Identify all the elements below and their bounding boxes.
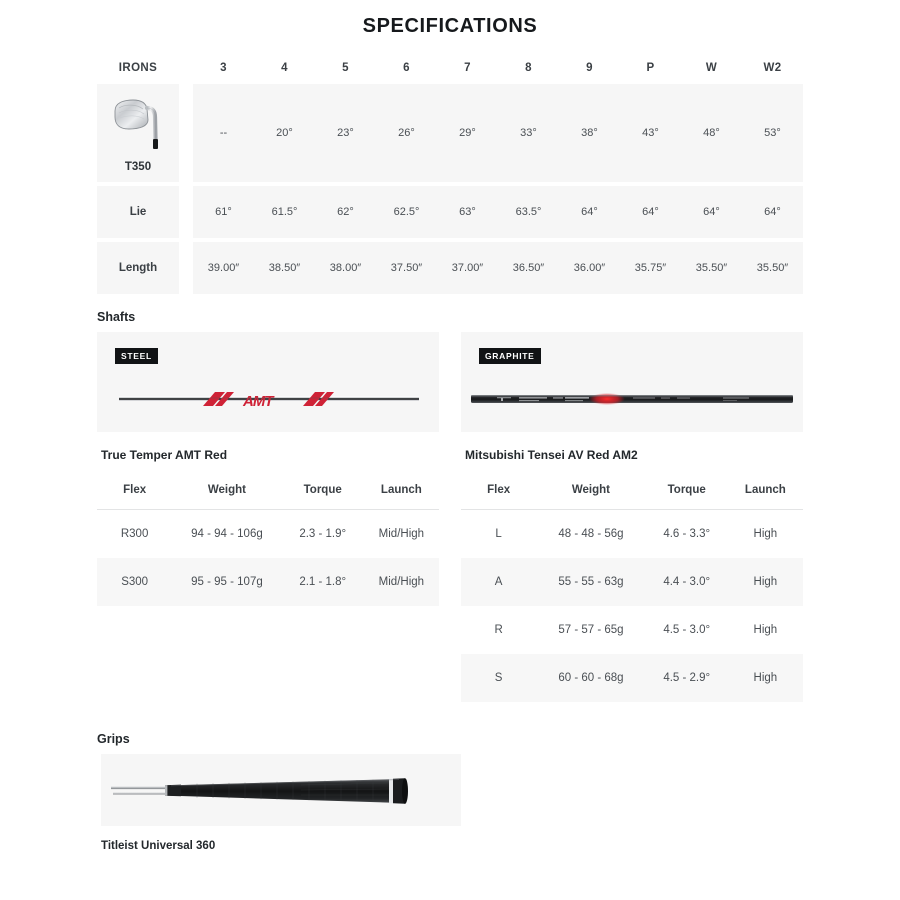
lie-value: 61.5° bbox=[271, 206, 298, 218]
loft-value: 29° bbox=[459, 127, 476, 139]
lie-value: 62° bbox=[337, 206, 354, 218]
lie-value: 64° bbox=[642, 206, 659, 218]
grips-section-title: Grips bbox=[97, 732, 130, 746]
cell-torque: 2.3 - 1.9° bbox=[299, 528, 347, 540]
specs-column-header: 4 bbox=[281, 62, 288, 74]
specs-header-row bbox=[97, 52, 803, 84]
cell-flex: S300 bbox=[97, 558, 172, 606]
product-name: T350 bbox=[124, 161, 152, 173]
cell-launch: Mid/High bbox=[364, 558, 439, 606]
specs-row-gap bbox=[179, 84, 193, 182]
length-value: 38.00″ bbox=[329, 262, 362, 274]
loft-values bbox=[193, 84, 803, 182]
table-row bbox=[461, 558, 803, 606]
cell-launch: Mid/High bbox=[378, 528, 425, 540]
specs-column-header: W bbox=[705, 62, 718, 74]
length-value: 35.50″ bbox=[695, 262, 728, 274]
lie-value: 63° bbox=[459, 206, 476, 218]
steel-badge: STEEL bbox=[115, 348, 158, 364]
cell-weight: 55 - 55 - 63g bbox=[536, 558, 645, 606]
cell-weight: 94 - 94 - 106g bbox=[191, 528, 263, 540]
length-value: 39.00″ bbox=[207, 262, 240, 274]
cell-weight: 57 - 57 - 65g bbox=[558, 624, 624, 636]
graphite-shaft-name: Mitsubishi Tensei AV Red AM2 bbox=[465, 448, 638, 462]
cell-launch: High bbox=[753, 528, 778, 540]
cell-torque: 4.6 - 3.3° bbox=[663, 528, 711, 540]
table-header-row bbox=[97, 472, 439, 510]
shaft-graphite-panel bbox=[461, 332, 803, 432]
lie-value: 61° bbox=[215, 206, 232, 218]
iron-head-icon bbox=[109, 93, 167, 155]
cell-weight: 60 - 60 - 68g bbox=[536, 654, 645, 702]
loft-value: -- bbox=[219, 127, 228, 139]
svg-text:AMT: AMT bbox=[243, 393, 273, 410]
lie-value: 64° bbox=[581, 206, 598, 218]
length-value: 36.00″ bbox=[573, 262, 606, 274]
cell-torque: 4.5 - 2.9° bbox=[646, 654, 728, 702]
graphite-shaft-table bbox=[461, 472, 803, 702]
loft-value: 43° bbox=[642, 127, 659, 139]
lie-values bbox=[193, 186, 803, 238]
cell-torque: 4.4 - 3.0° bbox=[646, 558, 728, 606]
cell-flex: R300 bbox=[120, 528, 149, 540]
steel-shaft-table bbox=[97, 472, 439, 606]
cell-launch: High bbox=[728, 654, 803, 702]
specs-column-header: 7 bbox=[464, 62, 471, 74]
golf-grip-icon bbox=[101, 754, 461, 826]
loft-value: 53° bbox=[764, 127, 781, 139]
length-value: 37.50″ bbox=[390, 262, 423, 274]
shafts-columns bbox=[97, 332, 803, 702]
shafts-section-title: Shafts bbox=[97, 310, 136, 324]
steel-shaft-name: True Temper AMT Red bbox=[101, 448, 228, 462]
specs-column-header: 5 bbox=[342, 62, 349, 74]
specs-column-headers bbox=[193, 62, 803, 74]
shafts-section bbox=[97, 310, 803, 324]
column-header-weight: Weight bbox=[536, 472, 645, 510]
column-header-launch: Launch bbox=[728, 472, 803, 510]
length-value: 38.50″ bbox=[268, 262, 301, 274]
length-value: 36.50″ bbox=[512, 262, 545, 274]
specs-column-header: P bbox=[646, 62, 655, 74]
cell-flex: A bbox=[461, 558, 536, 606]
cell-flex: L bbox=[495, 528, 502, 540]
loft-value: 33° bbox=[520, 127, 537, 139]
column-header-flex: Flex bbox=[461, 472, 536, 510]
grips-section bbox=[97, 732, 803, 852]
table-row bbox=[97, 558, 439, 606]
shaft-steel-column bbox=[97, 332, 439, 702]
column-header-torque: Torque bbox=[282, 472, 364, 510]
cell-flex: S bbox=[461, 654, 536, 702]
specs-column-header: 6 bbox=[403, 62, 410, 74]
specs-label-header: IRONS bbox=[118, 62, 158, 74]
length-value: 35.50″ bbox=[756, 262, 789, 274]
lie-value: 62.5° bbox=[393, 206, 420, 218]
lie-value: 64° bbox=[703, 206, 720, 218]
shaft-graphite-column bbox=[461, 332, 803, 702]
specs-row-length bbox=[97, 242, 803, 294]
table-header-row bbox=[461, 472, 803, 510]
table-row bbox=[461, 606, 803, 654]
row-label-length: Length bbox=[97, 242, 179, 294]
cell-flex: R bbox=[494, 624, 503, 636]
length-value: 35.75″ bbox=[634, 262, 667, 274]
loft-value: 38° bbox=[581, 127, 598, 139]
page-title: SPECIFICATIONS bbox=[362, 15, 538, 37]
grip-panel bbox=[101, 754, 461, 826]
column-header-flex: Flex bbox=[97, 472, 172, 510]
loft-value: 23° bbox=[337, 127, 354, 139]
steel-shaft-icon bbox=[97, 384, 439, 414]
product-cell bbox=[97, 84, 179, 182]
cell-torque: 4.5 - 3.0° bbox=[663, 624, 711, 636]
loft-value: 48° bbox=[703, 127, 720, 139]
specs-column-header: 8 bbox=[525, 62, 532, 74]
column-header-torque: Torque bbox=[646, 472, 728, 510]
loft-value: 20° bbox=[276, 127, 293, 139]
shaft-steel-panel bbox=[97, 332, 439, 432]
cell-weight: 95 - 95 - 107g bbox=[172, 558, 281, 606]
cell-weight: 48 - 48 - 56g bbox=[558, 528, 624, 540]
lie-value: 63.5° bbox=[515, 206, 542, 218]
length-values bbox=[193, 242, 803, 294]
specs-column-header: W2 bbox=[763, 62, 782, 74]
table-row bbox=[97, 510, 439, 559]
table-row bbox=[461, 510, 803, 559]
specs-row-loft bbox=[97, 84, 803, 182]
column-header-launch: Launch bbox=[364, 472, 439, 510]
grip-name: Titleist Universal 360 bbox=[101, 840, 216, 852]
loft-value: 26° bbox=[398, 127, 415, 139]
cell-launch: High bbox=[753, 624, 778, 636]
specs-column-header: 9 bbox=[586, 62, 593, 74]
specs-row-gap bbox=[179, 186, 193, 238]
specs-row-gap bbox=[179, 242, 193, 294]
specs-column-header: 3 bbox=[220, 62, 227, 74]
column-header-weight: Weight bbox=[172, 472, 281, 510]
specs-table bbox=[97, 52, 803, 294]
table-row bbox=[461, 654, 803, 702]
graphite-shaft-icon bbox=[461, 384, 803, 414]
graphite-badge: GRAPHITE bbox=[479, 348, 541, 364]
specs-row-lie bbox=[97, 186, 803, 238]
cell-launch: High bbox=[728, 558, 803, 606]
cell-torque: 2.1 - 1.8° bbox=[282, 558, 364, 606]
lie-value: 64° bbox=[764, 206, 781, 218]
row-label-lie: Lie bbox=[97, 186, 179, 238]
length-value: 37.00″ bbox=[451, 262, 484, 274]
